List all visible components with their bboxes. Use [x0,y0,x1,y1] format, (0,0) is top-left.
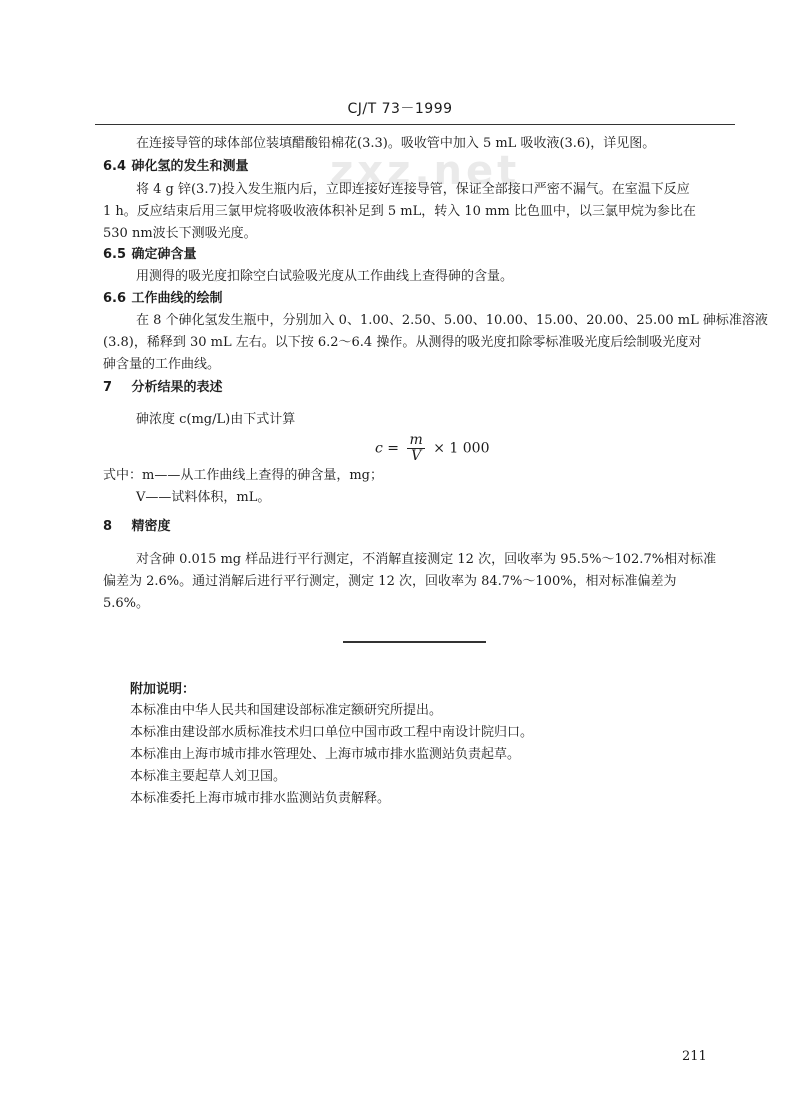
paragraph-line: 在连接导管的球体部位装填醋酸铅棉花(3.3)。吸收管中加入 5 mL 吸收液(3.6)，详见图。 [136,136,656,151]
formula-rhs: × 1 000 [433,440,490,457]
concentration-formula [375,433,489,464]
formula-numerator: m [409,432,423,448]
page-number: 211 [682,1049,707,1064]
section-number: 6.6 [103,291,127,306]
section-title: 分析结果的表述 [131,380,223,395]
standard-code-header: CJ/T 73－1999 [347,101,453,117]
section-number: 6.5 [103,247,127,262]
paragraph-line: 在 8 个砷化氢发生瓶中，分别加入 0、1.00、2.50、5.00、10.00、15.00、20.00、25.00 mL 砷标准溶液 [136,313,768,328]
paragraph-line: 偏差为 2.6%。通过消解后进行平行测定，测定 12 次，回收率为 84.7%～100%，相对标准偏差为 [103,574,677,589]
paragraph-line: 将 4 g 锌(3.7)投入发生瓶内后，立即连接好连接导管，保证全部接口严密不漏气。在室温下反应 [136,182,690,197]
definition-line: 式中：m——从工作曲线上查得的砷含量，mg； [103,468,383,483]
note-line: 本标准由中华人民共和国建设部标准定额研究所提出。 [130,703,443,718]
paragraph-line: 砷浓度 c(mg/L)由下式计算 [136,412,296,427]
paragraph-line: 用测得的吸光度扣除空白试验吸光度从工作曲线上查得砷的含量。 [136,269,514,284]
section-heading-6-5 [103,246,197,264]
paragraph-line: 对含砷 0.015 mg 样品进行平行测定，不消解直接测定 12 次，回收率为 95.5%～102.7%相对标准 [136,552,717,567]
section-number: 6.4 [103,159,127,174]
definition-line: V——试料体积，mL。 [136,490,271,505]
section-number: 7 [103,380,113,395]
paragraph-line: 1 h。反应结束后用三氯甲烷将吸收液体积补足到 5 mL，转入 10 mm 比色皿中，以三氯甲烷为参比在 [103,204,696,219]
section-title: 精密度 [131,519,171,534]
section-heading-6-4 [103,158,249,176]
section-number: 8 [103,519,113,534]
note-line: 本标准由建设部水质标准技术归口单位中国市政工程中南设计院归口。 [130,725,534,740]
paragraph-line: 砷含量的工作曲线。 [103,357,221,372]
note-line: 本标准委托上海市城市排水监测站负责解释。 [130,791,391,806]
paragraph-line: 530 nm波长下测吸光度。 [103,226,257,241]
end-divider [343,641,486,643]
formula-fraction [407,433,424,464]
section-heading-8 [103,518,171,536]
section-title: 确定砷含量 [131,247,197,262]
formula-denominator: V [411,448,422,464]
notes-title: 附加说明： [130,682,196,697]
formula-lhs: c = [375,440,400,457]
note-line: 本标准由上海市城市排水管理处、上海市城市排水监测站负责起草。 [130,747,521,762]
note-line: 本标准主要起草人刘卫国。 [130,769,287,784]
section-heading-7 [103,379,223,397]
section-heading-6-6 [103,290,223,308]
header-rule [95,124,735,125]
paragraph-line: (3.8)，稀释到 30 mL 左右。以下按 6.2～6.4 操作。从测得的吸光度扣除零标准吸光度后绘制吸光度对 [103,335,702,350]
watermark: zxz.net [330,148,521,194]
paragraph-line: 5.6%。 [103,596,150,611]
section-title: 砷化氢的发生和测量 [131,159,249,174]
section-title: 工作曲线的绘制 [131,291,223,306]
